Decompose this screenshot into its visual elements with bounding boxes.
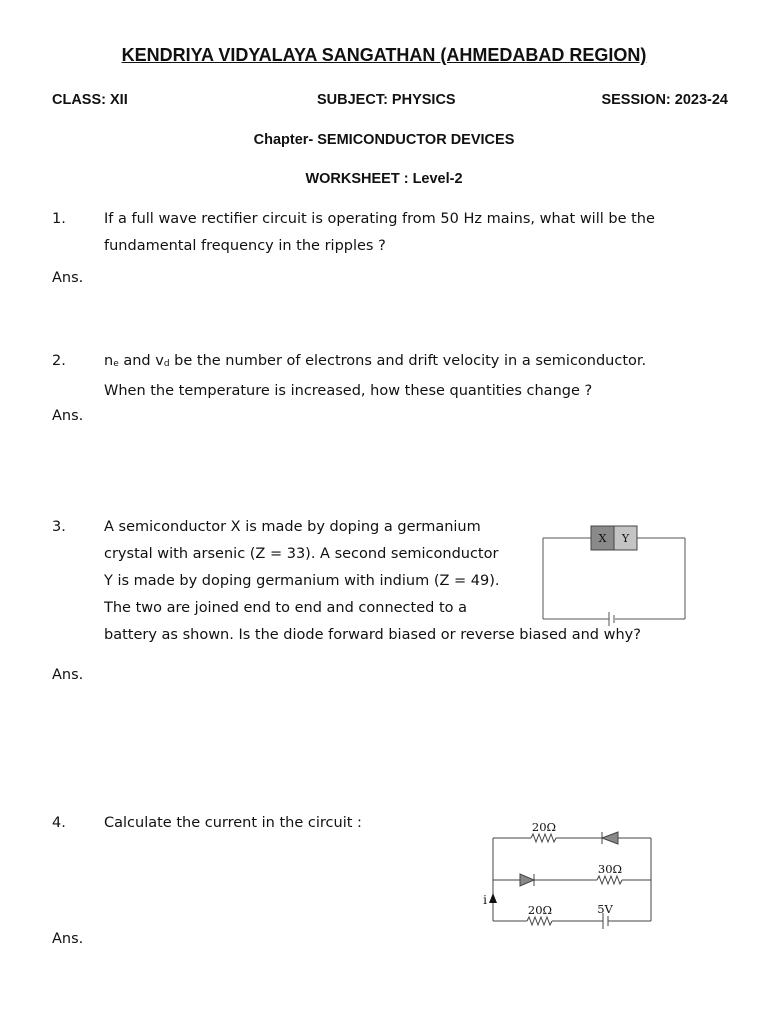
label-x: X (598, 532, 607, 545)
current-label: i (483, 893, 487, 907)
resistor-middle-label: 30Ω (597, 862, 623, 876)
answer-3-label: Ans. (52, 667, 84, 683)
worksheet-heading: WORKSHEET : Level-2 (305, 171, 463, 187)
answer-2-label: Ans. (52, 408, 84, 424)
answer-1-label: Ans. (52, 270, 84, 286)
class-label: CLASS: XII (52, 92, 128, 108)
question-2-line-2: When the temperature is increased, how these quantities change ? (104, 383, 593, 399)
question-1-line-1: If a full wave rectifier circuit is operating from 50 Hz mains, what will be the (104, 211, 655, 227)
question-1-line-2: fundamental frequency in the ripples ? (104, 238, 386, 254)
resistor-top (531, 834, 556, 842)
resistor-top-label: 20Ω (531, 820, 557, 834)
electron-count-symbol: n (104, 353, 114, 369)
and-velocity-text: and v (118, 353, 164, 369)
electron-count-subscript: e (113, 359, 119, 369)
question-3-line-5: battery as shown. Is the diode forward biased or reverse biased and why? (104, 627, 641, 643)
pn-junction-circuit-diagram (538, 520, 690, 626)
current-arrow-icon (489, 893, 497, 903)
question-2-line-1 (104, 348, 646, 378)
answer-4-label: Ans. (52, 931, 84, 947)
question-1-number: 1. (52, 211, 66, 227)
drift-velocity-subscript: d (163, 359, 170, 369)
resistor-bottom (527, 917, 552, 925)
question-3-line-3: Y is made by doping germanium with indium (Z = 49). (104, 573, 500, 589)
subject-label: SUBJECT: PHYSICS (317, 92, 456, 108)
diode-top-triangle (602, 832, 618, 844)
question-3-line-4: The two are joined end to end and connected to a (104, 600, 468, 616)
page-title: KENDRIYA VIDYALAYA SANGATHAN (AHMEDABAD REGION) (121, 45, 647, 65)
label-y: Y (621, 532, 630, 545)
diode-middle-triangle (520, 874, 534, 886)
question-4-number: 4. (52, 815, 66, 831)
question-3-line-1: A semiconductor X is made by doping a germanium (104, 519, 481, 535)
battery-label: 5V (597, 902, 613, 916)
session-label: SESSION: 2023-24 (601, 92, 728, 108)
question-2-number: 2. (52, 353, 66, 369)
diode-circuit-diagram (478, 815, 660, 933)
question-1-text (104, 206, 655, 260)
question-4-text: Calculate the current in the circuit : (104, 815, 362, 831)
resistor-middle (597, 876, 622, 884)
question-2-text (104, 348, 646, 405)
question-2-line-1-rest: be the number of electrons and drift velocity in a semiconductor. (169, 353, 647, 369)
resistor-bottom-label: 20Ω (527, 903, 553, 917)
question-3-line-2: crystal with arsenic (Z = 33). A second semiconductor (104, 546, 499, 562)
question-3-number: 3. (52, 519, 66, 535)
chapter-heading: Chapter- SEMICONDUCTOR DEVICES (253, 132, 515, 148)
